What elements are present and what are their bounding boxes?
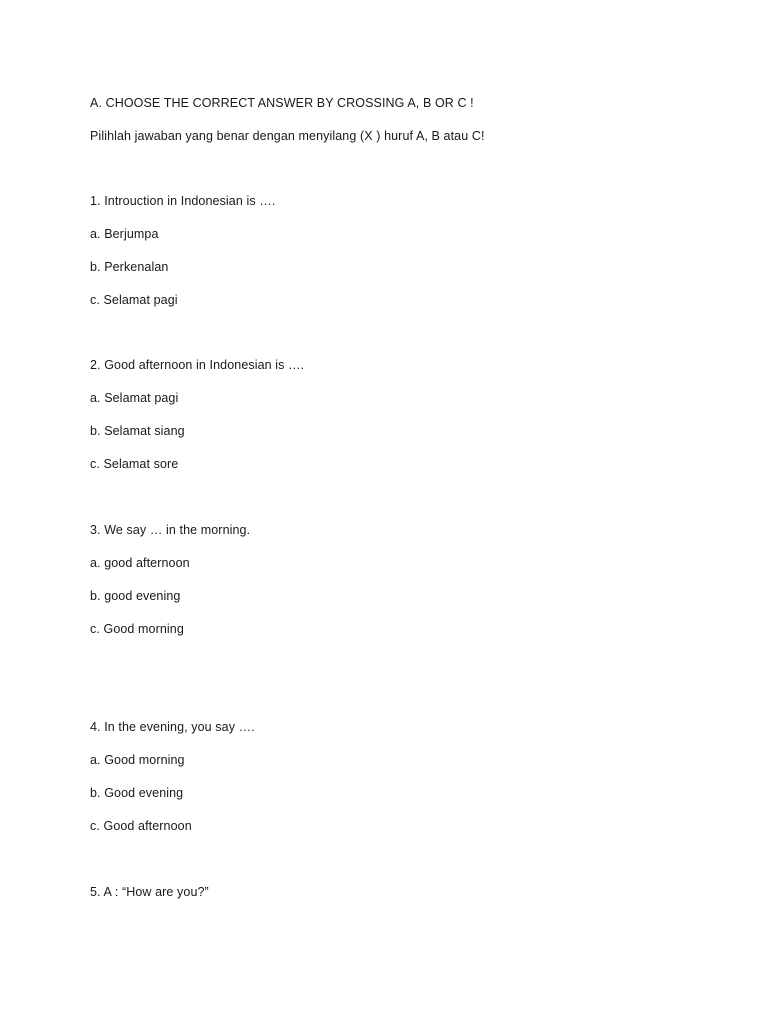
question-1-option-c: c. Selamat pagi bbox=[90, 293, 178, 307]
question-4-option-b: b. Good evening bbox=[90, 786, 184, 800]
question-2-option-c: c. Selamat sore bbox=[90, 457, 179, 471]
question-2-option-b: b. Selamat siang bbox=[90, 424, 185, 438]
question-1-option-a: a. Berjumpa bbox=[90, 227, 159, 241]
question-3-text: 3. We say … in the morning. bbox=[90, 523, 251, 537]
question-2-option-a: a. Selamat pagi bbox=[90, 391, 179, 405]
question-4-text: 4. In the evening, you say …. bbox=[90, 720, 255, 734]
question-3-option-b: b. good evening bbox=[90, 589, 181, 603]
question-1-option-b: b. Perkenalan bbox=[90, 260, 169, 274]
question-1-text: 1. Introuction in Indonesian is …. bbox=[90, 194, 276, 208]
instructions-subheading: Pilihlah jawaban yang benar dengan menyilang (X ) huruf A, B atau C! bbox=[90, 129, 485, 143]
question-4-option-c: c. Good afternoon bbox=[90, 819, 192, 833]
question-5-text: 5. A : “How are you?” bbox=[90, 885, 209, 899]
question-3-option-a: a. good afternoon bbox=[90, 556, 190, 570]
question-3-option-c: c. Good morning bbox=[90, 622, 184, 636]
question-4-option-a: a. Good morning bbox=[90, 753, 185, 767]
instructions-heading: A. CHOOSE THE CORRECT ANSWER BY CROSSING A, B OR C ! bbox=[90, 96, 474, 110]
question-2-text: 2. Good afternoon in Indonesian is …. bbox=[90, 358, 305, 372]
